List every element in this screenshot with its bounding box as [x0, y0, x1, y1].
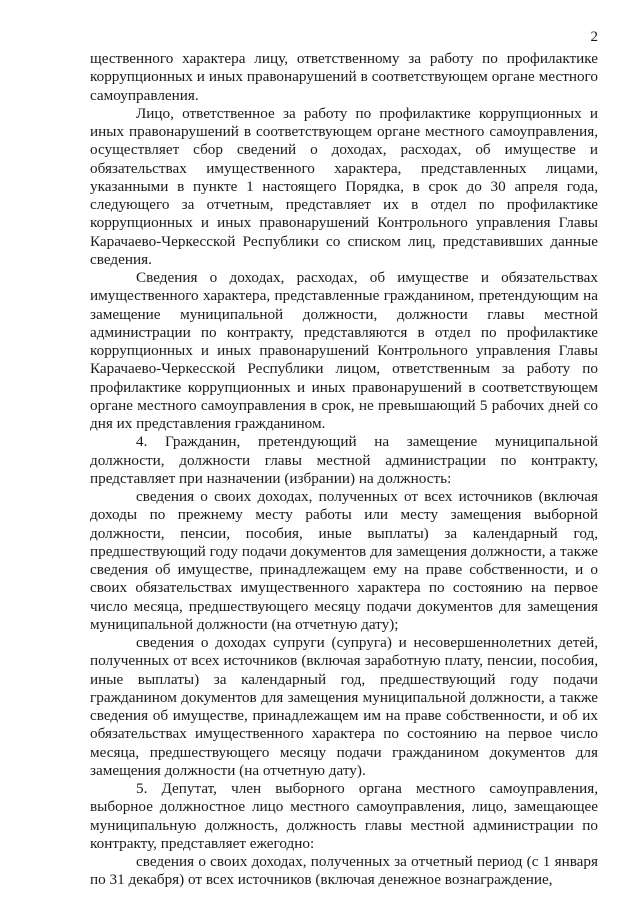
paragraph: сведения о своих доходах, полученных от всех источников (включая доходы по прежнему месту работы или месту замещения выборной должности, пенсии, пособия, иные выплаты) за календарный год, предшествующий году подачи документов для замещения должности, а также сведения об имуществе, принадлежащем ему на праве собственности, и о своих обязательствах имущественного характера по состоянию на первое число месяца, предшествующего месяцу подачи документов для замещения муниципальной должности (на отчетную дату); [90, 488, 598, 633]
paragraph: 5. Депутат, член выборного органа местного самоуправления, выборное должностное лицо местного самоуправления, лицо, замещающее муниципальную должность, должность главы местной администрации по контракту, представляет ежегодно: [90, 780, 598, 852]
page-number: 2 [590, 29, 598, 45]
paragraph: щественного характера лицу, ответственному за работу по профилактике коррупционных и иных правонарушений в соответствующем органе местного самоуправления. [90, 50, 598, 104]
paragraph: сведения о доходах супруги (супруга) и несовершеннолетних детей, полученных от всех источников (включая заработную плату, пенсии, пособия, иные выплаты) за календарный год, предшествующий году подачи гражданином документов для замещения муниципальной должности, а также сведения об имуществе, принадлежащем им на праве собственности, и об их обязательствах имущественного характера по состоянию на первое число месяца, предшествующего месяцу подачи гражданином документов для замещения должности (на отчетную дату). [90, 634, 598, 779]
paragraph: 4. Гражданин, претендующий на замещение муниципальной должности, должности главы местной администрации по контракту, представляет при назначении (избрании) на должность: [90, 433, 598, 487]
paragraph: Сведения о доходах, расходах, об имуществе и обязательствах имущественного характера, представленные гражданином, претендующим на замещение муниципальной должности, должности главы местной администрации по контракту, представляются в отдел по профилактике коррупционных и иных правонарушений Контрольного управления Главы Карачаево-Черкесской Республики лицом, ответственным за работу по профилактике коррупционных и иных правонарушений в соответствующем органе местного самоуправления в срок, не превышающий 5 рабочих дней со дня их представления гражданином. [90, 269, 598, 432]
paragraph: сведения о своих доходах, полученных за отчетный период (с 1 января по 31 декабря) от всех источников (включая денежное вознаграждение, [90, 853, 598, 889]
paragraph: Лицо, ответственное за работу по профилактике коррупционных и иных правонарушений в соответствующем органе местного самоуправления, осуществляет сбор сведений о доходах, расходах, об имуществе и обязательствах имущественного характера, представленных лицами, указанными в пункте 1 настоящего Порядка, в срок до 30 апреля года, следующего за отчетным, представляет их в отдел по профилактике коррупционных и иных правонарушений Контрольного управления Главы Карачаево-Черкесской Республики со списком лиц, представивших данные сведения. [90, 104, 598, 268]
document-body [90, 50, 598, 890]
